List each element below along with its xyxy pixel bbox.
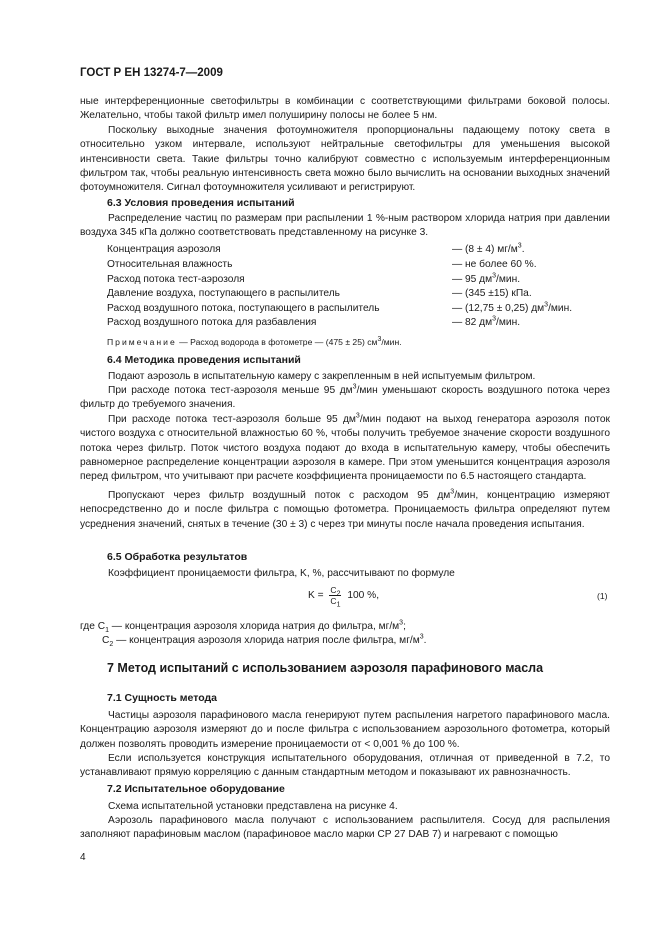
condition-label: Давление воздуха, поступающего в распылитель xyxy=(107,288,340,299)
condition-label: Относительная влажность xyxy=(107,259,233,270)
section-6-4-paragraph-4: Пропускают через фильтр воздушный поток с расходом 95 $дм^3$/мин, концентрацию измеряют непосредственно до и после фильтра с помощью фотометра. Проницаемость фильтра определяют путем усреднения значений, снятых в течение (30 ± 3) с через три минуты после начала проведения испытания. xyxy=(80,488,610,530)
section-6-4-paragraph-2: При расходе потока тест-аэрозоля меньше 95 $дм^3$/мин уменьшают скорость воздушного потока через фильтр до требуемого значения. xyxy=(80,383,610,411)
condition-value: — (8 ± 4) $мг/м^3$. xyxy=(452,242,525,255)
note: Примечание — Расход водорода в фотометре — (475 ± 25) $см^3$/мин. xyxy=(107,336,402,347)
formula-legend-c1: где $C_1$ — концентрация аэрозоля хлорида натрия до фильтра, $мг/м^3$; xyxy=(80,619,406,635)
section-7-1-paragraph-2: Если используется конструкция испытательного оборудования, отличная от приведенной в 7.2, то устанавливают прямую корреляцию с данным стандартным методом и показывают их равнозначность. xyxy=(80,753,610,779)
intro-paragraph-2: Поскольку выходные значения фотоумножителя пропорциональны падающему потоку света в относительно узком интервале, используют нейтральные светофильтры для уменьшения высокой интенсивности света. Такие фильтры точно калибруют совместно с используемым интерференционным фильтром так, чтобы реальную интенсивность света можно было вычислить на основании выходных значений фотоумножителя. Сигнал фотоумножителя усиливают и регистрируют. xyxy=(80,125,610,194)
section-6-4-heading: 6.4 Методика проведения испытаний xyxy=(107,354,301,366)
condition-label: Расход воздушного потока для разбавления xyxy=(107,317,317,328)
condition-label: Расход воздушного потока, поступающего в распылитель xyxy=(107,303,380,314)
section-6-3-paragraph: Распределение частиц по размерам при распылении 1 %-ным раствором хлорида натрия при давлении воздуха 345 кПа должно соответствовать представленному на рисунке 3. xyxy=(80,213,610,239)
condition-value: — 82 $дм^3$/мин. xyxy=(452,315,521,328)
page-number: 4 xyxy=(80,852,86,863)
condition-value: — (345 ±15) кПа. xyxy=(452,288,532,299)
formula-fraction: $\frac{C_2}{C_1}$ xyxy=(330,585,341,609)
section-7-1-paragraph-1: Частицы аэрозоля парафинового масла генерируют путем распыления нагретого парафинового масла. Концентрацию аэрозоля измеряют до и после фильтра с использованием аэрозольного фотометра, который должен позволять проводить измерение проницаемости от < 0,001 % до 100 %. xyxy=(80,710,610,750)
condition-value: — не более 60 %. xyxy=(452,259,537,270)
document-header: ГОСТ Р ЕН 13274-7—2009 xyxy=(80,67,223,79)
section-6-5-paragraph: Коэффициент проницаемости фильтра, K, %, рассчитывают по формуле xyxy=(108,568,455,579)
section-7-heading: 7 Метод испытаний с использованием аэрозоля парафинового масла xyxy=(107,661,544,675)
section-7-2-heading: 7.2 Испытательное оборудование xyxy=(107,783,285,795)
section-6-3-heading: 6.3 Условия проведения испытаний xyxy=(107,197,295,209)
formula-number: (1) xyxy=(597,591,608,601)
section-6-4-paragraph-1: Подают аэрозоль в испытательную камеру с закрепленным в ней испытуемым фильтром. xyxy=(108,371,536,382)
section-6-5-heading: 6.5 Обработка результатов xyxy=(107,551,248,563)
condition-value: — (12,75 ± 0,25) $дм^3$/мин. xyxy=(452,301,573,314)
condition-label: Расход потока тест-аэрозоля xyxy=(107,274,245,285)
formula-1: K = $\frac{C_2}{C_1}$ 100 %, xyxy=(308,585,380,609)
condition-label: Концентрация аэрозоля xyxy=(107,244,221,255)
section-6-4-paragraph-3: При расходе потока тест-аэрозоля больше 95 $дм^3$/мин подают на выход генератора аэрозоля поток чистого воздуха с относительной влажностью 60 %, чтобы получить требуемое значение скорости воздушного потока через фильтр. Поток чистого воздуха подают до входа в испытательную камеру, чтобы обеспечить равномерное распределение концентрации аэрозоля в камере. При этом уменьшится концентрация аэрозоля перед фильтром, что учитывают при расчете коэффициента проницаемости по 6.5 настоящего стандарта. xyxy=(80,412,610,483)
condition-value: — 95 $дм^3$/мин. xyxy=(452,272,521,285)
section-7-2-paragraph-1: Схема испытательной установки представлена на рисунке 4. xyxy=(108,801,398,812)
section-7-2-paragraph-2: Аэрозоль парафинового масла получают с использованием распылителя. Сосуд для распыления заполняют парафиновым маслом (парафиновое масло марки CP 27 DAB 7) и нагревают с помощью xyxy=(80,815,610,841)
intro-paragraph-1: ные интерференционные светофильтры в комбинации с соответствующими фильтрами боковой полосы. Желательно, чтобы такой фильтр имел полуширину полосы не более 5 нм. xyxy=(80,96,610,122)
formula-legend-c2: $C_2$ — концентрация аэрозоля хлорида натрия после фильтра, $мг/м^3$. xyxy=(102,633,427,649)
section-7-1-heading: 7.1 Сущность метода xyxy=(107,692,218,704)
